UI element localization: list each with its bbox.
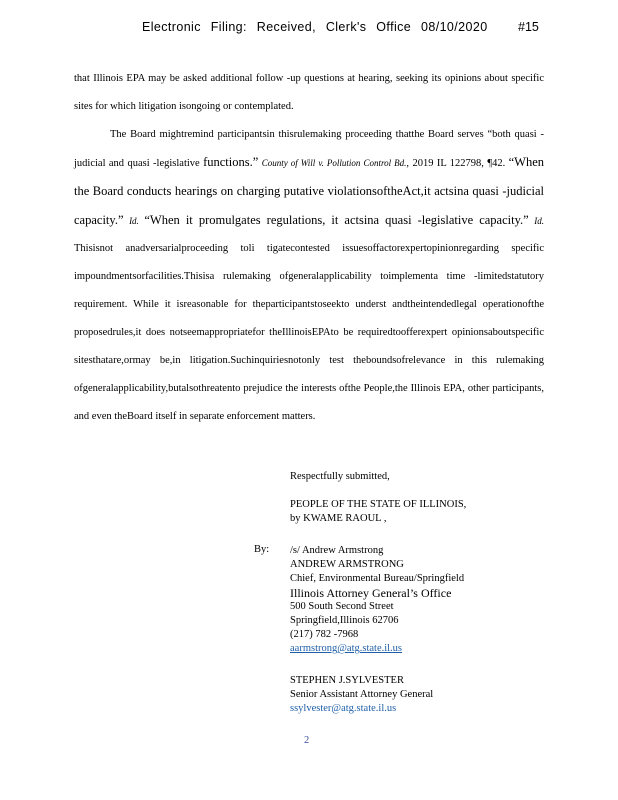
page-number: 2: [304, 735, 310, 746]
attorney-1-title: Chief, Environmental Bureau/Springfield: [290, 573, 465, 584]
attorney-1-phone: (217) 782 -7968: [290, 629, 359, 640]
attorney-1-city: Springfield,Illinois 62706: [290, 615, 399, 626]
by-label: By:: [254, 544, 270, 555]
id-citation-1: Id.: [129, 215, 139, 226]
attorney-1-email-link[interactable]: aarmstrong@atg.state.il.us: [290, 643, 403, 654]
filing-number: #15: [518, 20, 539, 34]
quote-1: “When the Board conducts hearings on charging putative violationsoftheAct,it actsina quasi -judicial capacity.”: [74, 154, 545, 227]
quote-2: “When it promulgates regulations, it actsina quasi -legislative capacity.”: [144, 212, 529, 227]
signature-closing: [290, 470, 590, 484]
attorney-2-block: [290, 674, 590, 716]
paragraph-2: [74, 121, 544, 431]
attorney-2-email-link[interactable]: ssylvester@atg.state.il.us: [290, 703, 397, 714]
filing-stamp: Electronic Filing: Received, Clerk's Office 08/10/2020: [142, 20, 488, 34]
attorney-1-street: 500 South Second Street: [290, 601, 394, 612]
party-block: [290, 498, 590, 526]
document-body: [74, 65, 544, 431]
paragraph-2-text-c: Thisisnot anadversarialproceeding toli tigatecontested issuesoffactorexpertopinionregarding specific impoundmentsorfacilities.Thisisa rulemaking ofgeneralapplicability toimplementa time -limitedstatutory requirement. While it isreasonable for theparticipantstoseekto underst andtheintendedlegal operationofthe proposedrules,it does notseemappropriatefor theIllinoisEPAto be requiredtoofferexpert opinionsaboutspecific sitesthatare,ormay be,in litigation.Suchinquiriesnotonly test theboundsofrelevance in this rulemaking ofgeneralapplicability,butalsothreatento prejudice the interests ofthe People,the Illinois EPA, other participants, and even theBoard itself in separate enforcement matters.: [74, 243, 544, 422]
attorney-1-block: [290, 544, 590, 656]
party-line-2: by KWAME RAOUL ,: [290, 513, 387, 524]
id-citation-2: Id.: [534, 215, 545, 226]
paragraph-2-text-b: , 2019 IL 122798, ¶42.: [406, 157, 509, 169]
functions-word: functions.”: [203, 154, 259, 169]
attorney-2-title: Senior Assistant Attorney General: [290, 689, 434, 700]
party-line-1: PEOPLE OF THE STATE OF ILLINOIS,: [290, 499, 467, 510]
attorney-1-office: Illinois Attorney General’s Office: [290, 586, 452, 600]
paragraph-1: that Illinois EPA may be asked additional follow -up questions at hearing, seeking its opinions about specific sites for which litigation isongoing or contemplated.: [74, 73, 544, 112]
attorney-1-signed: /s/ Andrew Armstrong: [290, 545, 384, 556]
attorney-2-name: STEPHEN J.SYLVESTER: [290, 675, 404, 686]
closing-line: Respectfully submitted,: [290, 471, 390, 482]
case-citation: County of Will v. Pollution Control Bd.: [261, 157, 407, 168]
attorney-1-name: ANDREW ARMSTRONG: [290, 559, 404, 570]
paragraph-2-text-a: The Board mightremind participantsin thisrulemaking proceeding thatthe Board serves “both quasi -judicial and quasi -legislative: [74, 128, 544, 169]
page-header: [0, 20, 618, 38]
